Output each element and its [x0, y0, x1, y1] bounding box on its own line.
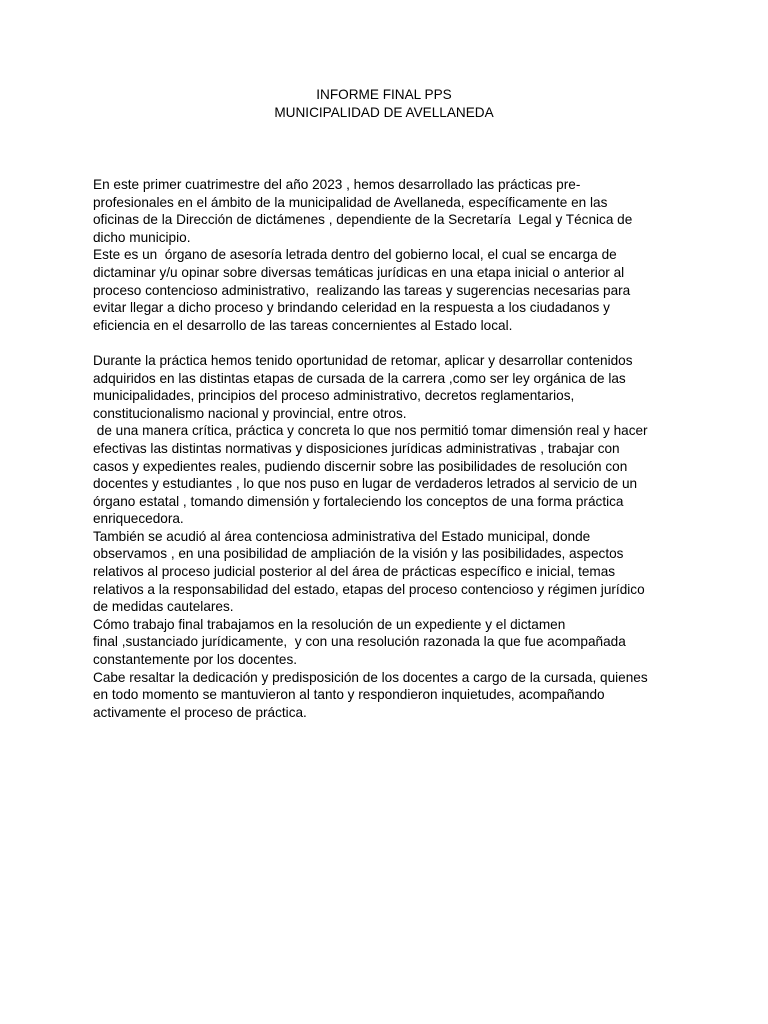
body-line: Cabe resaltar la dedicación y predisposición de los docentes a cargo de la cursada, quienes: [93, 669, 648, 685]
subtitle-line: MUNICIPALIDAD DE AVELLANEDA: [274, 105, 494, 120]
body-line: profesionales en el ámbito de la municipalidad de Avellaneda, específicamente en las: [93, 194, 608, 210]
document-title: [0, 86, 768, 122]
body-line: relativos a la responsabilidad del estado, etapas del proceso contencioso y régimen jurídico: [93, 581, 645, 597]
document-body: [93, 176, 693, 721]
body-line: eficiencia en el desarrollo de las tareas concernientes al Estado local.: [93, 317, 513, 333]
body-line: adquiridos en las distintas etapas de cursada de la carrera ,como ser ley orgánica de las: [93, 370, 626, 386]
body-line: En este primer cuatrimestre del año 2023 , hemos desarrollado las prácticas pre-: [93, 177, 581, 192]
body-line: relativos al proceso judicial posterior al del área de prácticas específico e inicial, temas: [93, 564, 616, 580]
body-line: final ,sustanciado jurídicamente, y con una resolución razonada la que fue acompañada: [93, 634, 626, 650]
body-line: activamente el proceso de práctica.: [93, 704, 307, 720]
body-line: enriquecedora.: [93, 511, 184, 527]
body-line: dictaminar y/u opinar sobre diversas temáticas jurídicas en una etapa inicial o anterior al: [93, 264, 625, 280]
body-line: constantemente por los docentes.: [93, 652, 298, 668]
body-line: proceso contencioso administrativo, realizando las tareas y sugerencias necesarias para: [93, 282, 631, 298]
body-line: docentes y estudiantes , lo que nos puso en lugar de verdaderos letrados al servicio de un: [93, 476, 638, 492]
body-line: También se acudió al área contenciosa administrativa del Estado municipal, donde: [93, 528, 591, 544]
body-line: órgano estatal , tomando dimensión y fortaleciendo los conceptos de una forma práctica: [93, 493, 624, 509]
body-line: de una manera crítica, práctica y concreta lo que nos permitió tomar dimensión real y hacer: [93, 423, 648, 439]
paragraph-spacer: [93, 334, 693, 352]
body-line: evitar llegar a dicho proceso y brindando celeridad en la respuesta a los ciudadanos y: [93, 300, 610, 316]
body-line: de medidas cautelares.: [93, 599, 234, 615]
body-line: dicho municipio.: [93, 229, 191, 245]
body-line: casos y expedientes reales, pudiendo discernir sobre las posibilidades de resolución con: [93, 458, 628, 474]
body-line: Durante la práctica hemos tenido oportunidad de retomar, aplicar y desarrollar contenidos: [93, 352, 633, 368]
body-line: efectivas las distintas normativas y disposiciones jurídicas administrativas , trabajar con: [93, 440, 620, 456]
body-line: oficinas de la Dirección de dictámenes , dependiente de la Secretaría Legal y Técnica de: [93, 212, 633, 228]
body-line: Cómo trabajo final trabajamos en la resolución de un expediente y el dictamen: [93, 616, 566, 632]
title-line: INFORME FINAL PPS: [316, 87, 452, 102]
body-line: Este es un órgano de asesoría letrada dentro del gobierno local, el cual se encarga de: [93, 247, 617, 263]
body-line: observamos , en una posibilidad de ampliación de la visión y las posibilidades, aspectos: [93, 546, 624, 562]
body-line: municipalidades, principios del proceso administrativo, decretos reglamentarios,: [93, 388, 575, 404]
body-line: constitucionalismo nacional y provincial, entre otros.: [93, 405, 407, 421]
body-line: en todo momento se mantuvieron al tanto y respondieron inquietudes, acompañando: [93, 687, 605, 703]
